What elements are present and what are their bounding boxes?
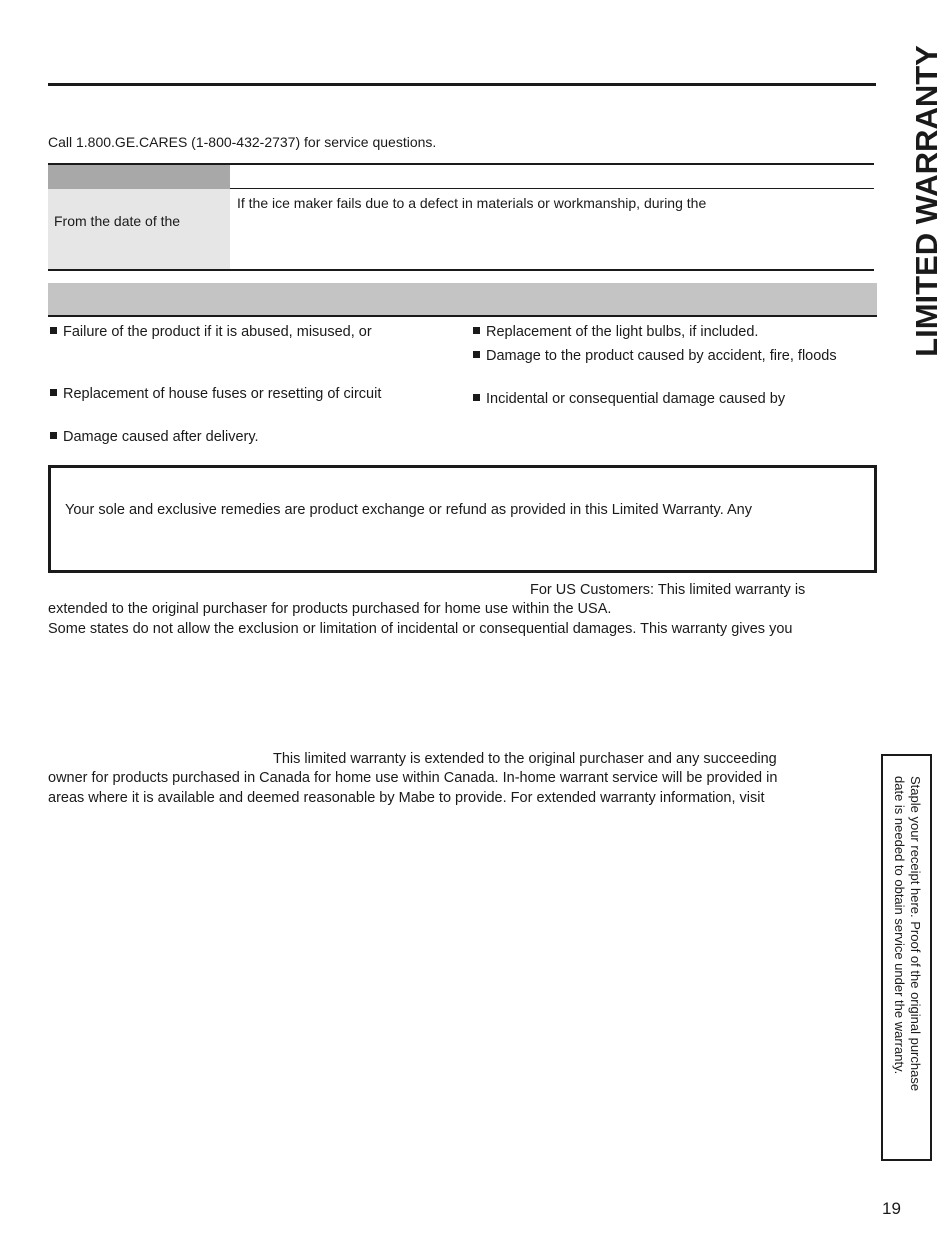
- bullet-square-icon: [50, 432, 57, 439]
- bullet-square-icon: [473, 394, 480, 401]
- not-covered-header-band: [48, 283, 877, 315]
- canada-customers-line-2: owner for products purchased in Canada for home use within Canada. In-home warrant service will be provided in: [48, 770, 778, 786]
- bullet-square-icon: [473, 351, 480, 358]
- service-call-line: Call 1.800.GE.CARES (1-800-432-2737) for service questions.: [48, 134, 437, 150]
- not-covered-rule: [48, 315, 877, 317]
- staple-note-line-2: date is needed to obtain service under the warranty.: [892, 776, 907, 1075]
- bullet-item: Incidental or consequential damage caused by: [473, 390, 785, 408]
- bullet-item: Replacement of the light bulbs, if included.: [473, 323, 758, 341]
- bullet-square-icon: [50, 327, 57, 334]
- bullet-square-icon: [50, 389, 57, 396]
- page-number: 19: [882, 1199, 901, 1218]
- us-customers-line-1: For US Customers: This limited warranty is: [530, 582, 806, 598]
- staple-note-line-1: Staple your receipt here. Proof of the original purchase: [908, 776, 923, 1092]
- bullet-square-icon: [473, 327, 480, 334]
- bullet-item: Replacement of house fuses or resetting of circuit: [50, 385, 381, 403]
- canada-customers-line-1: This limited warranty is extended to the original purchaser and any succeeding: [273, 751, 777, 767]
- table-header-cell: [48, 165, 230, 189]
- us-customers-line-2: extended to the original purchaser for products purchased for home use within the USA.: [48, 601, 612, 617]
- remedies-text: Your sole and exclusive remedies are product exchange or refund as provided in this Limited Warranty. Any: [65, 502, 752, 518]
- side-title: LIMITED WARRANTY: [909, 45, 944, 357]
- staple-receipt-box: [881, 754, 932, 1161]
- remedies-box: [48, 465, 877, 573]
- staple-note: [879, 776, 927, 1156]
- header-rule: [48, 83, 876, 86]
- bullet-item: Damage caused after delivery.: [50, 428, 259, 446]
- canada-customers-line-3: areas where it is available and deemed reasonable by Mabe to provide. For extended warranty information, visit: [48, 790, 765, 806]
- warranty-coverage-text: If the ice maker fails due to a defect in materials or workmanship, during the: [237, 195, 707, 211]
- bullet-item: Damage to the product caused by accident, fire, floods: [473, 347, 837, 365]
- us-customers-line-3: Some states do not allow the exclusion or limitation of incidental or consequential damages. This warranty gives you: [48, 621, 793, 637]
- warranty-period-text: From the date of the: [54, 213, 181, 229]
- side-title-container: [905, 45, 949, 357]
- table-header-rule: [230, 188, 874, 189]
- table-bottom-rule: [48, 269, 874, 271]
- bullet-item: Failure of the product if it is abused, misused, or: [50, 323, 372, 341]
